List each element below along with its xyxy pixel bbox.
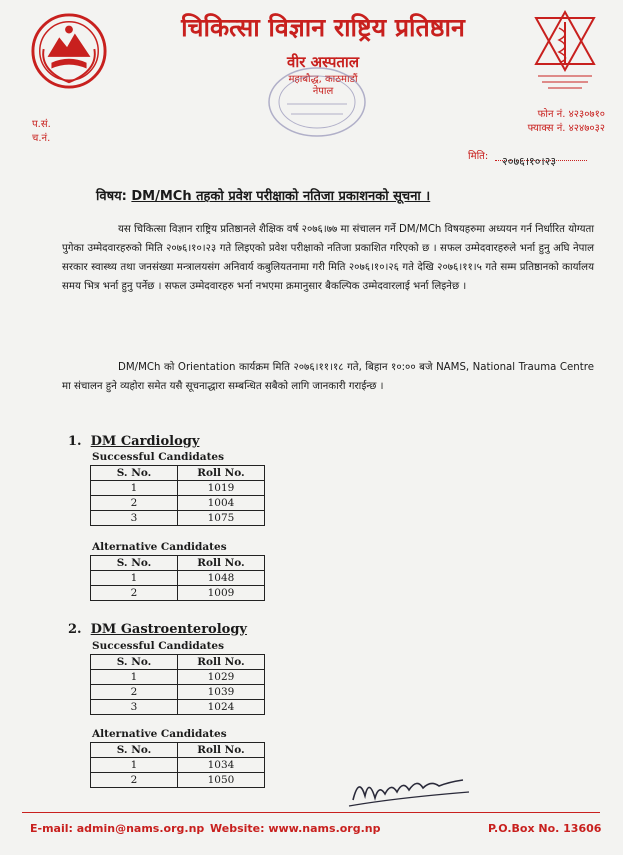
- footer-divider: [22, 812, 600, 813]
- sno-cell: 2: [91, 685, 178, 700]
- sno-cell: 2: [91, 773, 178, 788]
- fax-number: फ्याक्स नं. ४२४७०३२: [527, 123, 605, 134]
- footer-website: Website: www.nams.org.np: [210, 822, 381, 835]
- dispatch-label: च.नं.: [32, 133, 51, 144]
- section-number: 1.: [68, 434, 82, 449]
- col-header-roll: Roll No.: [178, 556, 265, 571]
- roll-cell: 1009: [178, 586, 265, 601]
- section-heading: [68, 434, 199, 449]
- subject-prefix: विषय:: [96, 189, 127, 204]
- table-row: [91, 685, 265, 700]
- table-row: [91, 496, 265, 511]
- col-header-roll: Roll No.: [178, 743, 265, 758]
- section-heading: [68, 622, 247, 637]
- institution-title: चिकित्सा विज्ञान राष्ट्रिय प्रतिष्ठान: [181, 13, 465, 42]
- roll-cell: 1048: [178, 571, 265, 586]
- sno-cell: 1: [91, 481, 178, 496]
- body-paragraph-2: DM/MCh को Orientation कार्यक्रम मिति २०७६।११।१८ गते, बिहान १०:०० बजे NAMS, National Trauma Centre मा संचालन हुने व्यहोरा समेत यसै सूचनाद्धारा सम्बन्धित सबैको लागि जानकारी गराईन्छ ।: [62, 362, 594, 392]
- footer-email: E-mail: admin@nams.org.np: [30, 822, 205, 835]
- contact-numbers: [528, 108, 605, 136]
- table-row: [91, 700, 265, 715]
- table-header-row: [91, 743, 265, 758]
- subject-line: [96, 186, 576, 204]
- signature: [345, 770, 475, 810]
- table-header-row: [91, 556, 265, 571]
- alternative-label: Alternative Candidates: [92, 728, 227, 740]
- date-value: २०७६।१०।२३: [502, 155, 557, 168]
- table-header-row: [91, 466, 265, 481]
- alternative-table: [90, 555, 265, 601]
- section-title: DM Gastroenterology: [90, 622, 247, 637]
- office-stamp: [265, 60, 370, 140]
- col-header-sno: S. No.: [91, 655, 178, 670]
- successful-table: [90, 465, 265, 526]
- sno-cell: 1: [91, 670, 178, 685]
- successful-table: [90, 654, 265, 715]
- table-row: [91, 481, 265, 496]
- roll-cell: 1004: [178, 496, 265, 511]
- subject-text: DM/MCh तहको प्रवेश परीक्षाको नतिजा प्रकाशनको सूचना ।: [131, 189, 431, 204]
- sno-cell: 3: [91, 511, 178, 526]
- address-line-1: महाबौद्ध, काठमाडौं: [288, 74, 358, 85]
- reference-labels: [32, 118, 51, 146]
- roll-cell: 1019: [178, 481, 265, 496]
- col-header-sno: S. No.: [91, 466, 178, 481]
- successful-label: Successful Candidates: [92, 451, 225, 463]
- roll-cell: 1034: [178, 758, 265, 773]
- roll-cell: 1039: [178, 685, 265, 700]
- nepal-emblem-logo: [30, 12, 108, 90]
- col-header-sno: S. No.: [91, 556, 178, 571]
- table-row: [91, 511, 265, 526]
- footer-po-box: P.O.Box No. 13606: [488, 822, 602, 835]
- table-row: [91, 670, 265, 685]
- address-line-2: नेपाल: [312, 86, 334, 97]
- phone-number: फोन नं. ४२३०७१०: [537, 109, 605, 120]
- successful-label: Successful Candidates: [92, 640, 225, 652]
- sno-cell: 2: [91, 496, 178, 511]
- col-header-roll: Roll No.: [178, 655, 265, 670]
- date-label: मिति:: [468, 151, 489, 162]
- sno-cell: 2: [91, 586, 178, 601]
- col-header-roll: Roll No.: [178, 466, 265, 481]
- table-row: [91, 586, 265, 601]
- sno-cell: 3: [91, 700, 178, 715]
- table-row: [91, 773, 265, 788]
- col-header-sno: S. No.: [91, 743, 178, 758]
- section-number: 2.: [68, 622, 82, 637]
- nams-logo: [530, 8, 600, 94]
- sno-cell: 1: [91, 758, 178, 773]
- hospital-name: वीर अस्पताल: [286, 53, 359, 71]
- sno-cell: 1: [91, 571, 178, 586]
- roll-cell: 1029: [178, 670, 265, 685]
- alternative-label: Alternative Candidates: [92, 541, 227, 553]
- section-title: DM Cardiology: [90, 434, 200, 449]
- roll-cell: 1024: [178, 700, 265, 715]
- body-paragraph-1: यस चिकित्सा विज्ञान राष्ट्रिय प्रतिष्ठानले शैक्षिक वर्ष २०७६।७७ मा संचालन गर्ने DM/MCh विषयहरुमा अध्ययन गर्न निर्धारित योग्यता पुगेका उम्मेदवारहरुको मिति २०७६।१०।२३ गते लिइएको प्रवेश परीक्षाको नतिजा प्रकाशित गरिएको छ । सफल उम्मेदवारहरुले भर्ना हुनु अघि नेपाल सरकार स्वास्थ्य तथा जनसंख्या मन्त्रालयसंग अनिवार्य कबुलियतनामा गरी मिति २०७६।१०।२६ गते देखि २०७६।११।५ गते सम्म प्रतिष्ठानको कार्यालय समय भित्र भर्ना हुनु पर्नेछ । सफल उम्मेदवारहरु भर्ना नभएमा क्रमानुसार बैकल्पिक उम्मेदवारलाई भर्ना लिइनेछ ।: [62, 224, 594, 292]
- table-row: [91, 758, 265, 773]
- roll-cell: 1050: [178, 773, 265, 788]
- roll-cell: 1075: [178, 511, 265, 526]
- table-header-row: [91, 655, 265, 670]
- alternative-table: [90, 742, 265, 788]
- table-row: [91, 571, 265, 586]
- ref-label: प.सं.: [32, 119, 51, 130]
